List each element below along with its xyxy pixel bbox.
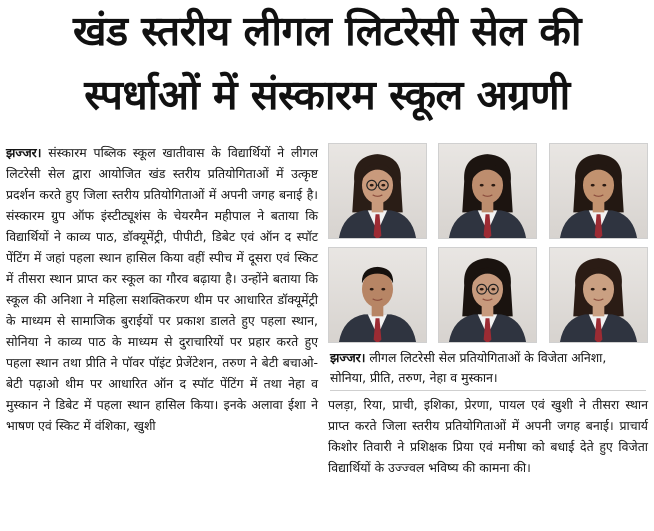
caption-text: लीगल लिटरेसी सेल प्रतियोगिताओं के विजेता अनिशा, सोनिया, प्रीति, तरुण, नेहा व मुस्कान। xyxy=(330,350,607,385)
student-portrait xyxy=(329,248,426,342)
article-dateline: झज्जर। xyxy=(6,145,42,160)
student-photo-2 xyxy=(438,143,537,239)
student-portrait xyxy=(550,144,647,238)
article-right-column xyxy=(328,394,648,478)
student-portrait xyxy=(329,144,426,238)
article-left-column xyxy=(6,142,318,436)
winners-photo-grid xyxy=(328,143,648,343)
headline-line-2: स्पर्धाओं में संस्कारम स्कूल अग्रणी xyxy=(84,71,570,119)
caption-dateline: झज्जर। xyxy=(330,350,366,365)
student-photo-4 xyxy=(328,247,427,343)
article-body-left: संस्कारम पब्लिक स्कूल खातीवास के विद्यार्थियों ने लीगल लिटरेसी सेल द्वारा आयोजित खंड स्तरीय प्रतियोगिताओं में उत्कृष्ट प्रदर्शन करते हुए जिला स्तरीय प्रतियोगिताओं में अपनी जगह बनाई है। संस्कारम ग्रुप ऑफ इंस्टीट्यूशंस के चेयरमैन महीपाल ने बताया कि विद्यार्थियों ने काव्य पाठ, डॉक्यूमेंट्री, पीपीटी, डिबेट एवं ऑन द स्पॉट पेंटिंग में जहां पहला स्थान हासिल किया वहीं स्पीच में दूसरा एवं स्किट में तीसरा स्थान प्राप्त कर स्कूल का गौरव बढ़ाया है। उन्होंने बताया कि स्कूल की अनिशा ने महिला सशक्तिकरण थीम पर आधारित डॉक्यूमेंट्री के माध्यम से सामाजिक बुराईयों पर प्रकाश डालते हुए पहला स्थान, सोनिया ने काव्य पाठ के माध्यम से दुराचारियों पर प्रहार करते हुए पहला स्थान तथा प्रीति ने पॉवर पॉइंट प्रेजेंटेशन, तरुण ने बेटी बचाओ-बेटी पढ़ाओ थीम पर आधारित ऑन द स्पॉट पेंटिंग में तथा नेहा व मुस्कान ने डिबेट में पहला स्थान हासिल किया। इनके अलावा ईशा ने भाषण एवं स्किट में वंशिका, खुशी xyxy=(6,145,318,433)
student-portrait xyxy=(550,248,647,342)
student-portrait xyxy=(439,144,536,238)
student-photo-6 xyxy=(549,247,648,343)
article-body-right: पलड़ा, रिया, प्राची, इशिका, प्रेरणा, पायल एवं खुशी ने तीसरा स्थान प्राप्त करते जिला स्तरीय प्रतियोगिताओं में अपनी जगह बनाई। प्राचार्य किशोर तिवारी ने प्रशिक्षक प्रिया एवं मनीषा को बधाई देते हुए विजेता विद्यार्थियों के उज्ज्वल भविष्य की कामना की। xyxy=(328,397,648,475)
headline-line-1: खंड स्तरीय लीगल लिटरेसी सेल की xyxy=(73,7,581,55)
student-photo-3 xyxy=(549,143,648,239)
student-photo-5 xyxy=(438,247,537,343)
photo-caption xyxy=(330,348,646,391)
student-photo-1 xyxy=(328,143,427,239)
student-portrait xyxy=(439,248,536,342)
